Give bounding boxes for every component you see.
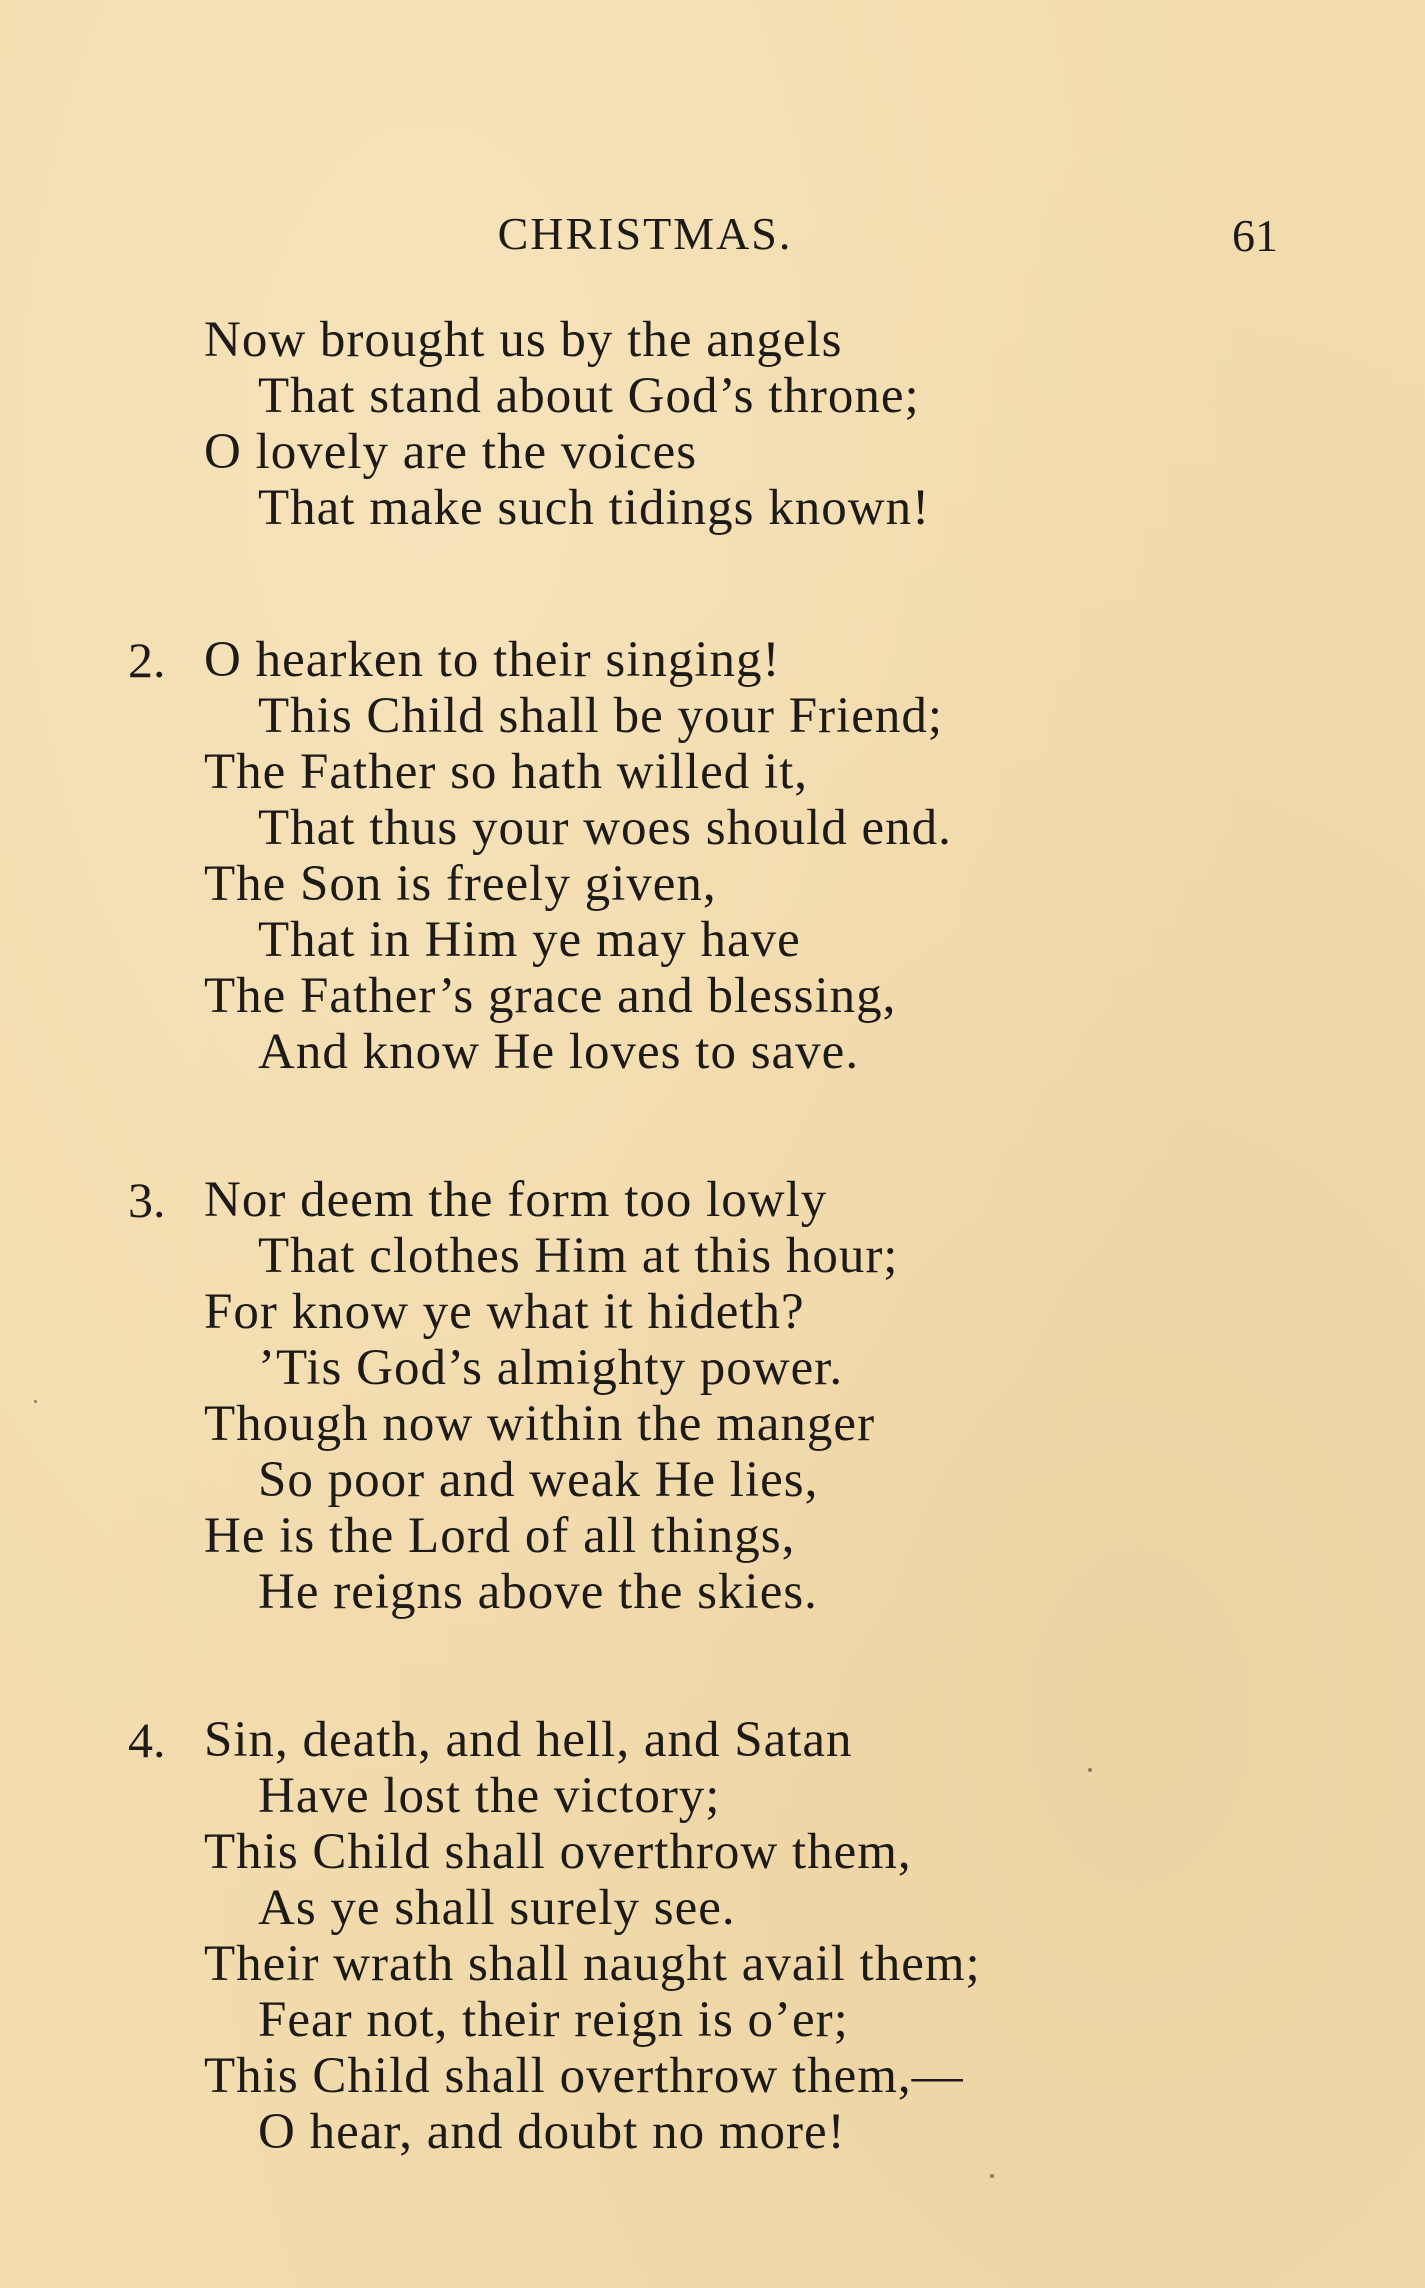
running-header-title: CHRISTMAS. <box>497 208 793 259</box>
verse-line: Sin, death, and hell, and Satan <box>204 1712 853 1768</box>
verse-line: The Son is freely given, <box>204 856 717 912</box>
verse-line: He reigns above the skies. <box>258 1564 818 1620</box>
print-speck <box>1088 1768 1092 1772</box>
verse-line: And know He loves to save. <box>258 1024 860 1080</box>
verse-line: O hear, and doubt no more! <box>258 2104 846 2160</box>
verse-line: This Child shall be your Friend; <box>258 688 944 744</box>
verse-line: That in Him ye may have <box>258 912 801 968</box>
verse-line: This Child shall overthrow them, <box>204 1824 912 1880</box>
verse-line: For know ye what it hideth? <box>204 1284 805 1340</box>
verse-line: Though now within the manger <box>204 1396 876 1452</box>
verse-line: As ye shall surely see. <box>258 1880 736 1936</box>
verse-line: The Father’s grace and blessing, <box>204 968 897 1024</box>
verse-line: Their wrath shall naught avail them; <box>204 1936 981 1992</box>
verse-line: So poor and weak He lies, <box>258 1452 819 1508</box>
stanza-number: 2. <box>128 632 166 688</box>
verse-line: O lovely are the voices <box>204 424 698 480</box>
verse-line: Have lost the victory; <box>258 1768 721 1824</box>
verse-line: This Child shall overthrow them,— <box>204 2048 964 2104</box>
verse-line: That make such tidings known! <box>258 480 931 536</box>
verse-line: That stand about God’s throne; <box>258 368 920 424</box>
stanza-number: 4. <box>128 1712 166 1768</box>
verse-line: He is the Lord of all things, <box>204 1508 796 1564</box>
verse-line: Fear not, their reign is o’er; <box>258 1992 849 2048</box>
page-number: 61 <box>1232 210 1278 261</box>
print-speck <box>990 2174 994 2178</box>
verse-line: That clothes Him at this hour; <box>258 1228 899 1284</box>
verse-line: Now brought us by the angels <box>204 312 843 368</box>
print-speck <box>34 1400 37 1403</box>
verse-line: O hearken to their singing! <box>204 632 781 688</box>
verse-line: That thus your woes should end. <box>258 800 952 856</box>
stanza-number: 3. <box>128 1172 166 1228</box>
verse-line: The Father so hath willed it, <box>204 744 809 800</box>
verse-line: Nor deem the form too lowly <box>204 1172 828 1228</box>
verse-line: ’Tis God’s almighty power. <box>258 1340 844 1396</box>
